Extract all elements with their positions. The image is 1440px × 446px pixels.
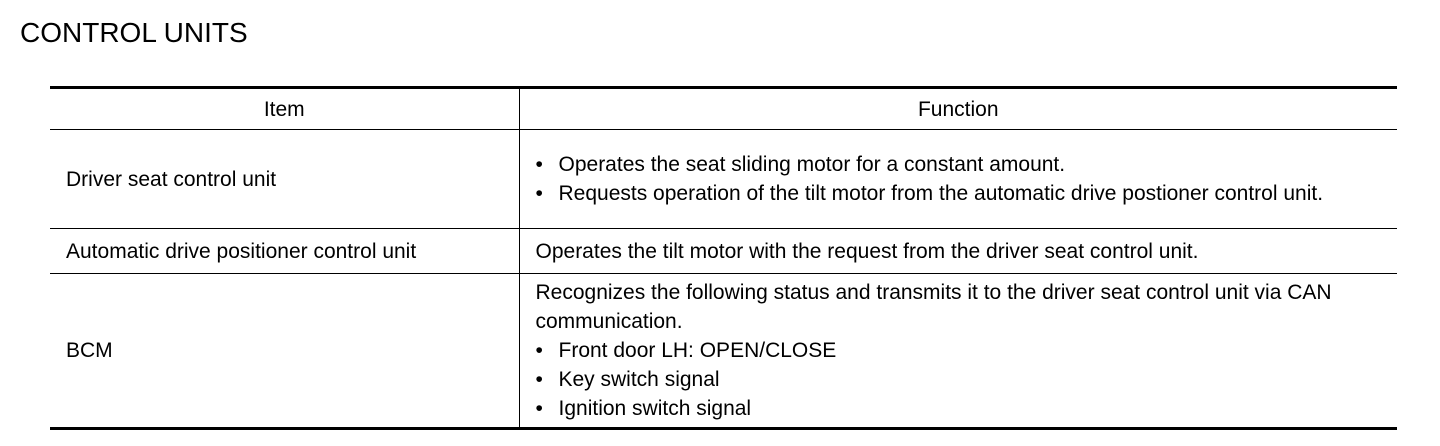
function-bullet: • Requests operation of the tilt motor from the automatic drive postioner control unit. bbox=[536, 179, 1374, 208]
function-bullet: • Operates the seat sliding motor for a constant amount. bbox=[536, 150, 1374, 179]
item-cell: Driver seat control unit bbox=[50, 130, 519, 229]
function-cell bbox=[519, 130, 1397, 229]
table-row bbox=[50, 274, 1397, 429]
column-header-function: Function bbox=[519, 88, 1397, 130]
table-header-row bbox=[50, 88, 1397, 130]
control-units-table bbox=[50, 86, 1397, 430]
function-bullet: • Front door LH: OPEN/CLOSE bbox=[536, 336, 1374, 365]
item-cell: Automatic drive positioner control unit bbox=[50, 229, 519, 274]
function-bullet-list bbox=[536, 150, 1374, 208]
page-title: CONTROL UNITS bbox=[20, 17, 248, 48]
function-cell bbox=[519, 274, 1397, 429]
function-text: Operates the tilt motor with the request from the driver seat control unit. bbox=[535, 239, 1199, 263]
function-text: Recognizes the following status and transmits it to the driver seat control unit via CAN communication. bbox=[535, 281, 1332, 333]
function-bullet: • Key switch signal bbox=[536, 365, 1374, 394]
function-bullet-list bbox=[536, 336, 1374, 423]
table-row bbox=[50, 229, 1397, 274]
item-cell: BCM bbox=[50, 274, 519, 429]
table-row bbox=[50, 130, 1397, 229]
column-header-item: Item bbox=[50, 88, 519, 130]
function-cell bbox=[519, 229, 1397, 274]
function-bullet: • Ignition switch signal bbox=[536, 394, 1374, 423]
